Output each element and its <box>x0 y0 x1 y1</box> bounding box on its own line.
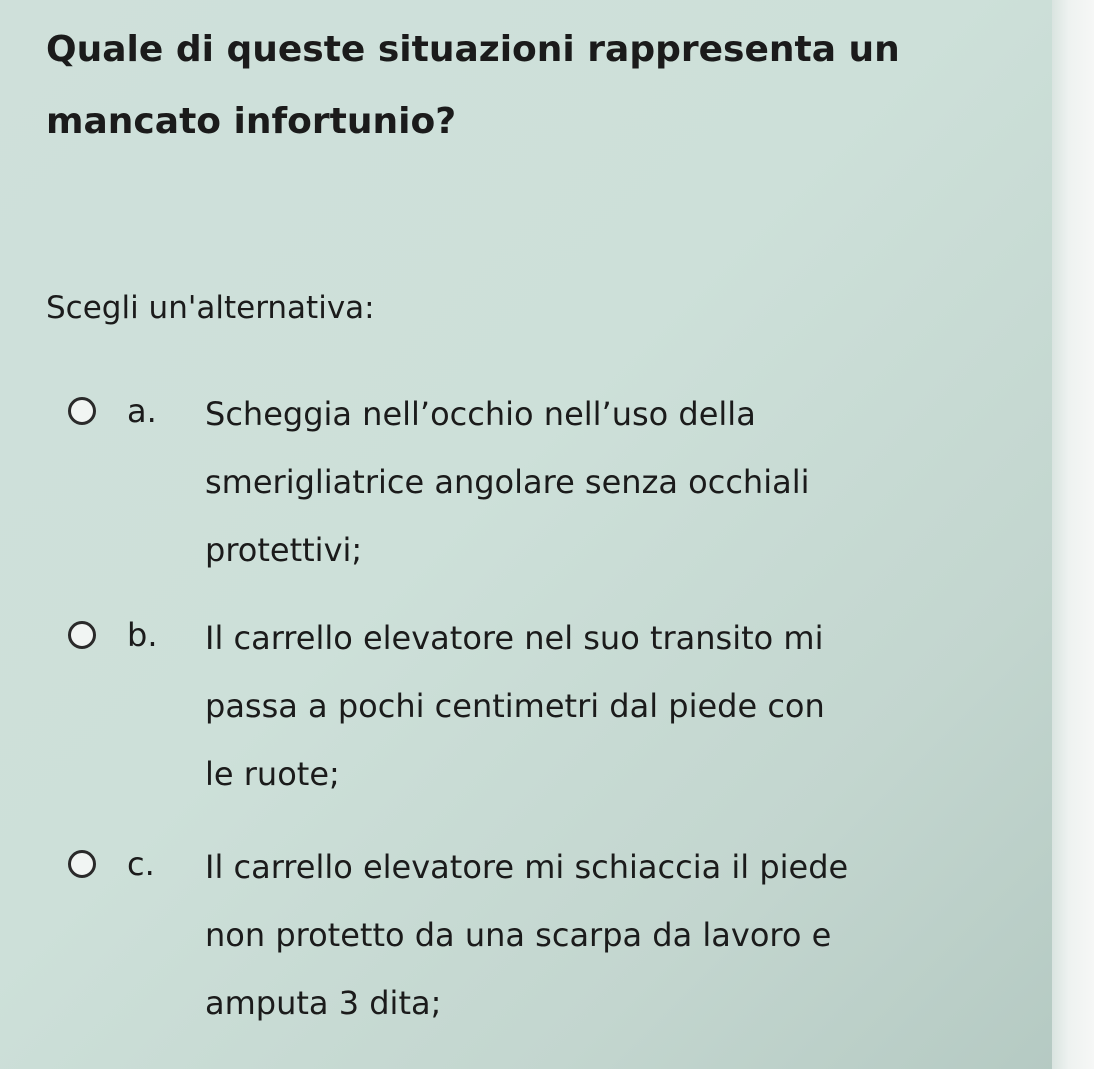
option-text <box>205 833 1025 1037</box>
option-line: le ruote; <box>205 755 340 793</box>
radio-button-c[interactable] <box>68 850 96 878</box>
option-line: non protetto da una scarpa da lavoro e <box>205 916 832 954</box>
option-line: passa a pochi centimetri dal piede con <box>205 687 825 725</box>
option-text <box>205 604 1025 808</box>
option-line: smerigliatrice angolare senza occhiali <box>205 463 810 501</box>
option-line: protettivi; <box>205 531 363 569</box>
question-line: mancato infortunio? <box>46 101 457 142</box>
option-line: Il carrello elevatore mi schiaccia il piede <box>205 848 849 886</box>
option-letter: c. <box>127 845 155 883</box>
screen-edge <box>1052 0 1094 1069</box>
radio-button-a[interactable] <box>68 397 96 425</box>
option-line: Il carrello elevatore nel suo transito mi <box>205 619 824 657</box>
question-line: Quale di queste situazioni rappresenta un <box>46 29 900 70</box>
option-letter: b. <box>127 616 158 654</box>
option-letter: a. <box>127 392 157 430</box>
option-line: Scheggia nell’occhio nell’uso della <box>205 395 756 433</box>
option-text <box>205 380 1025 584</box>
answer-prompt: Scegli un'alternativa: <box>46 290 375 326</box>
radio-button-b[interactable] <box>68 621 96 649</box>
option-line: amputa 3 dita; <box>205 984 442 1022</box>
